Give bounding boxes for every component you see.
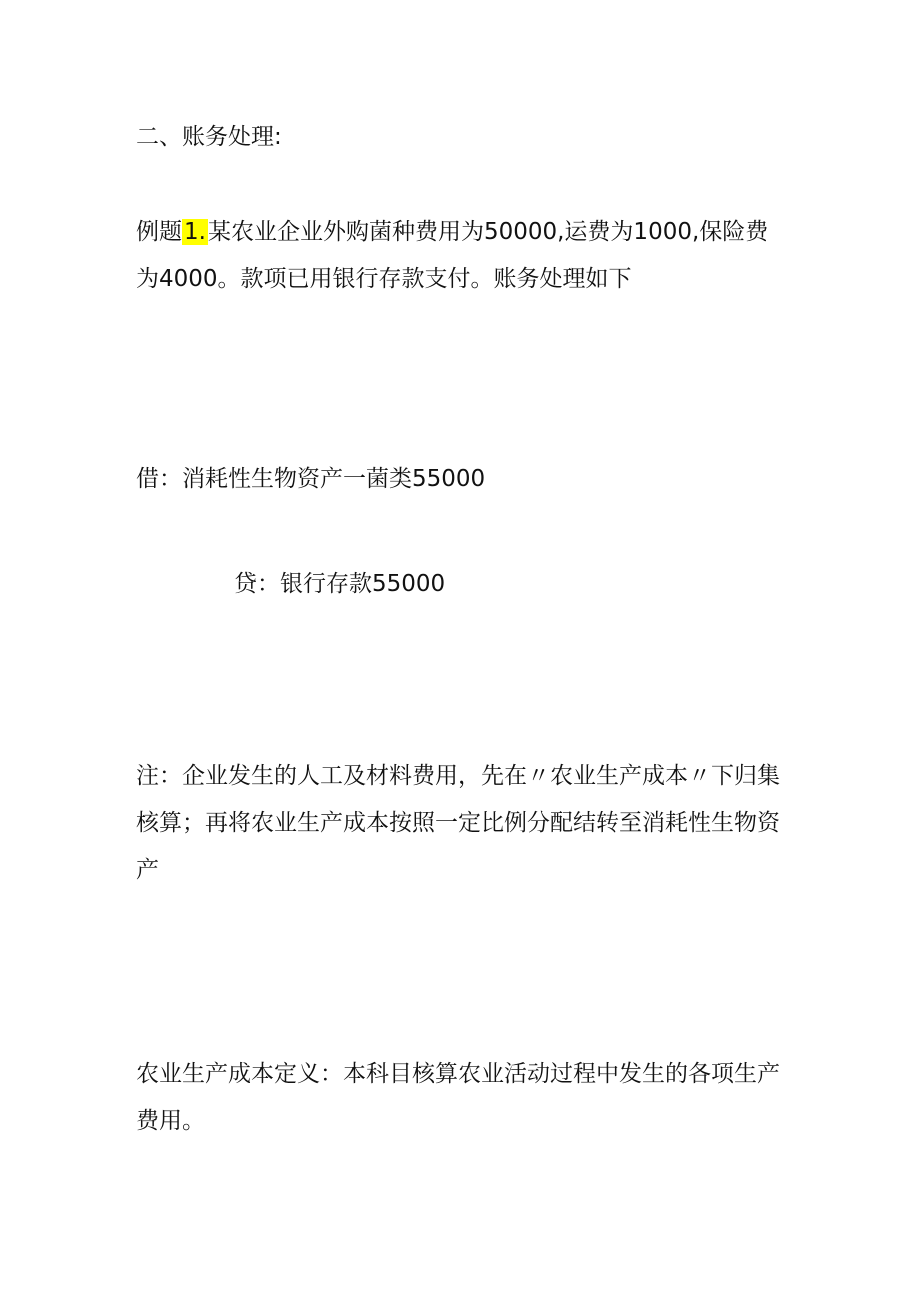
credit-entry: 贷：银行存款55000 <box>234 571 446 597</box>
note-line-1: 注：企业发生的人工及材料费用，先在〃农业生产成本〃下归集 <box>136 763 780 789</box>
example-line-1-text: 某农业企业外购菌种费用为50000,运费为1000,保险费 <box>207 219 769 245</box>
definition-line-2: 费用。 <box>136 1108 205 1134</box>
definition-line-1: 农业生产成本定义：本科目核算农业活动过程中发生的各项生产 <box>136 1061 780 1087</box>
section-heading: 二、账务处理: <box>136 124 282 150</box>
note-line-3: 产 <box>136 857 159 883</box>
example-line-1 <box>136 212 768 252</box>
debit-entry: 借：消耗性生物资产一菌类55000 <box>136 466 486 492</box>
note-line-2: 核算；再将农业生产成本按照一定比例分配结转至消耗性生物资 <box>136 810 780 836</box>
example-prefix: 例题 <box>136 219 182 245</box>
example-number-highlight: 1. <box>184 219 206 245</box>
example-line-2: 为4000。款项已用银行存款支付。账务处理如下 <box>136 266 632 292</box>
